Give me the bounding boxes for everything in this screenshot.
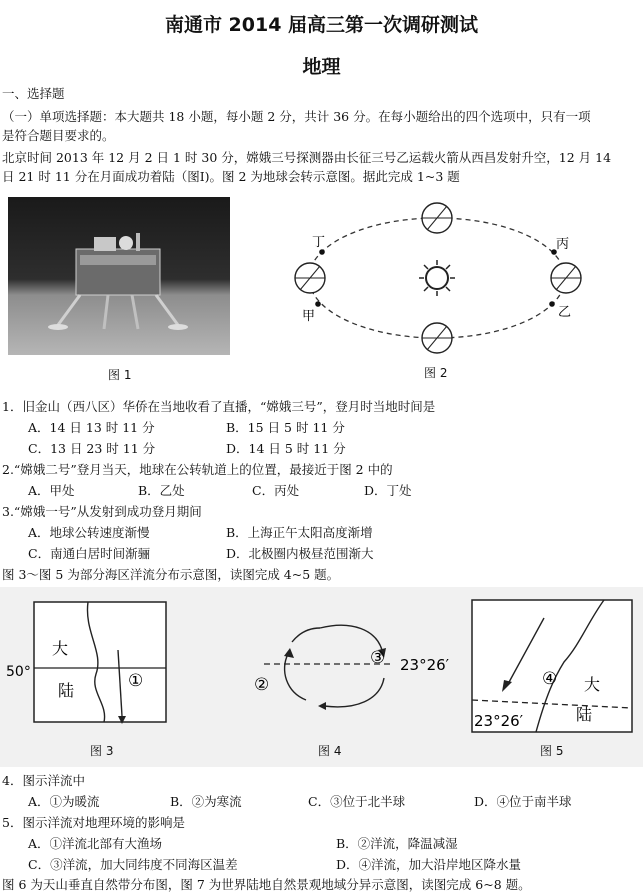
q4-option-a[interactable]: A．①为暖流 — [28, 794, 100, 809]
figure-2-orbit-diagram — [280, 196, 610, 366]
figure-5-ocean-current — [462, 592, 640, 742]
fig4-current-2-label: ② — [254, 675, 270, 695]
q4-stem: 4．图示洋流中 — [2, 773, 85, 788]
q3-option-a[interactable]: A．地球公转速度渐慢 — [28, 525, 150, 540]
fig4-lat-label: 23°26′ — [400, 656, 450, 674]
label-jia: 甲 — [302, 309, 316, 324]
q1-option-c[interactable]: C．13 日 23 时 11 分 — [28, 441, 156, 456]
q1-option-d[interactable]: D．14 日 5 时 11 分 — [226, 441, 346, 456]
q5-option-b[interactable]: B．②洋流，降温减湿 — [336, 836, 458, 851]
figure-1-lander-photo — [8, 197, 230, 355]
label-bing: 丙 — [556, 237, 570, 252]
q1-stem: 1．旧金山（西八区）华侨在当地收看了直播，“嫦娥三号”，登月时当地时间是 — [2, 399, 436, 414]
label-yi: 乙 — [558, 305, 572, 320]
earth-left-icon — [295, 263, 325, 293]
figure-4-caption: 图 4 — [318, 744, 342, 758]
fig5-current-label: ④ — [542, 669, 558, 689]
figure-1-caption: 图 1 — [108, 368, 132, 382]
q1-option-a[interactable]: A．14 日 13 时 11 分 — [28, 420, 155, 435]
label-ding: 丁 — [312, 235, 326, 250]
q3-option-d[interactable]: D．北极圈内极昼范围渐大 — [226, 546, 374, 561]
fig3-land-label-1: 大 — [52, 639, 69, 658]
fig3-lat-label: 50° — [6, 664, 31, 680]
q3-option-b[interactable]: B．上海正午太阳高度渐增 — [226, 525, 373, 540]
q4-option-b[interactable]: B．②为寒流 — [170, 794, 242, 809]
figure-3-ocean-current — [0, 592, 180, 742]
q2-stem: 2.“嫦娥二号”登月当天，地球在公转轨道上的位置，最接近于图 2 中的 — [2, 462, 393, 477]
figure-2-caption: 图 2 — [424, 366, 448, 380]
q2-option-a[interactable]: A．甲处 — [28, 483, 75, 498]
subject-title: 地理 — [302, 56, 341, 78]
fig5-lat-label: 23°26′ — [474, 712, 524, 730]
intro-4-5: 图 3～图 5 为部分海区洋流分布示意图，读图完成 4~5 题。 — [2, 567, 340, 582]
context-line-1: 北京时间 2013 年 12 月 2 日 1 时 30 分，嫦娥三号探测器由长征三号乙运载火箭从西昌发射升空，12 月 14 — [2, 150, 612, 165]
fig4-current-3-label: ③ — [370, 648, 386, 668]
instruction-line-1: （一）单项选择题：本大题共 18 小题，每小题 2 分，共计 36 分。在每小题给出的四个选项中，只有一项 — [2, 109, 591, 124]
instruction-line-2: 是符合题目要求的。 — [2, 128, 115, 143]
earth-right-icon — [551, 263, 581, 293]
q2-option-d[interactable]: D．丁处 — [364, 483, 412, 498]
q5-option-a[interactable]: A．①洋流北部有大渔场 — [28, 836, 163, 851]
figure-4-ocean-gyre — [240, 608, 480, 736]
q5-stem: 5．图示洋流对地理环境的影响是 — [2, 815, 185, 830]
q1-option-b[interactable]: B．15 日 5 时 11 分 — [226, 420, 345, 435]
earth-bottom-icon — [422, 323, 452, 353]
fig5-land-label-2: 陆 — [576, 705, 593, 724]
fig5-land-label-1: 大 — [584, 675, 601, 694]
q4-option-c[interactable]: C．③位于北半球 — [308, 794, 406, 809]
exam-title: 南通市 2014 届高三第一次调研测试 — [164, 14, 479, 36]
fig3-land-label-2: 陆 — [58, 681, 75, 700]
q5-option-d[interactable]: D．④洋流，加大沿岸地区降水量 — [336, 857, 522, 872]
q3-stem: 3.“嫦娥一号”从发射到成功登月期间 — [2, 504, 202, 519]
q4-option-d[interactable]: D．④位于南半球 — [474, 794, 572, 809]
q2-option-b[interactable]: B．乙处 — [138, 483, 185, 498]
q2-option-c[interactable]: C．丙处 — [252, 483, 300, 498]
fig3-current-label: ① — [128, 671, 144, 691]
intro-6-8: 图 6 为天山垂直自然带分布图，图 7 为世界陆地自然景观地域分异示意图，读图完成 6~8 题。 — [2, 877, 531, 892]
earth-top-icon — [422, 203, 452, 233]
sun-icon — [419, 260, 455, 296]
section-heading: 一、选择题 — [2, 86, 65, 101]
figure-3-caption: 图 3 — [90, 744, 114, 758]
lander-illustration — [8, 197, 230, 355]
q5-option-c[interactable]: C．③洋流，加大同纬度不同海区温差 — [28, 857, 238, 872]
figure-5-caption: 图 5 — [540, 744, 564, 758]
context-line-2: 日 21 时 11 分在月面成功着陆（图Ⅰ)。图 2 为地球会转示意图。据此完成 1~3 题 — [2, 169, 460, 184]
q3-option-c[interactable]: C．南通白居时间渐骊 — [28, 546, 151, 561]
